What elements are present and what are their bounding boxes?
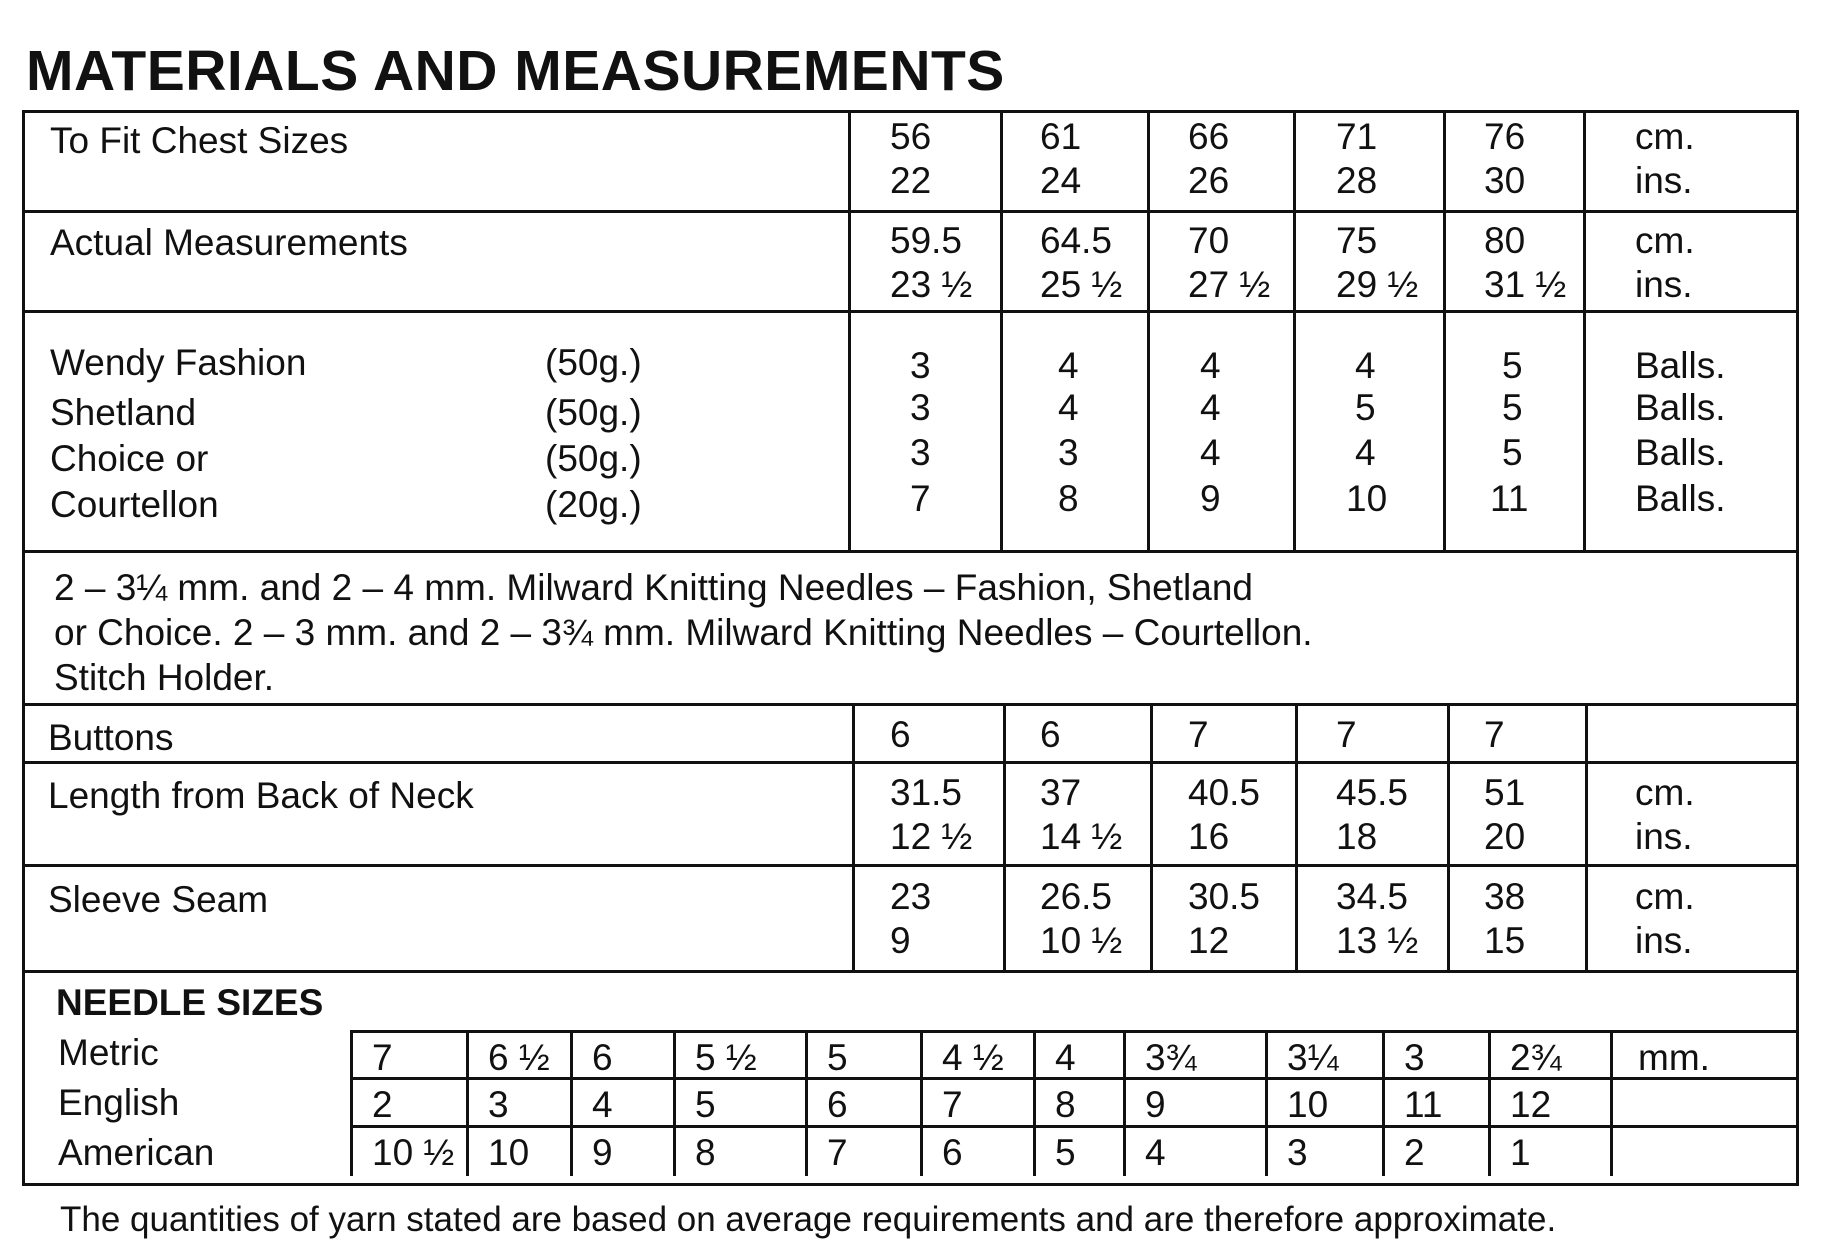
row-divider	[22, 864, 1799, 867]
yarn-value: 5	[1355, 387, 1376, 428]
needle-grid-column-divider	[1610, 1030, 1613, 1176]
length-ins-1: 12 ½	[890, 816, 973, 857]
needle-grid-column-divider	[1488, 1030, 1491, 1176]
needle-size-english-cell: 11	[1404, 1084, 1443, 1125]
needle-grid-column-divider	[805, 1030, 808, 1176]
needle-size-english-cell: 6	[827, 1084, 848, 1125]
needle-size-metric-cell: 4 ½	[942, 1037, 1004, 1078]
column-divider	[1583, 110, 1586, 550]
needle-size-english-cell: 8	[1055, 1084, 1076, 1125]
needle-size-american-cell: 8	[695, 1132, 716, 1173]
needle-size-american-cell: 1	[1510, 1132, 1531, 1173]
length-cm-5: 51	[1484, 772, 1526, 813]
column-divider	[1003, 703, 1006, 970]
yarn-value: 4	[1058, 387, 1079, 428]
actual-cm-5: 80	[1484, 220, 1526, 261]
yarn-value: 10	[1346, 478, 1388, 519]
needle-size-american-cell: 9	[592, 1132, 613, 1173]
needle-metric-unit: mm.	[1638, 1037, 1710, 1078]
yarn-name: Choice or	[50, 438, 209, 479]
actual-unit-cm: cm.	[1635, 220, 1695, 261]
length-cm-3: 40.5	[1188, 772, 1261, 813]
needles-text-line: or Choice. 2 – 3 mm. and 2 – 3¾ mm. Milward Knitting Needles – Courtellon.	[54, 612, 1313, 653]
yarn-value: 5	[1502, 432, 1523, 473]
actual-unit-ins: ins.	[1635, 264, 1693, 305]
column-divider	[1000, 110, 1003, 550]
needle-size-english-cell: 10	[1287, 1084, 1329, 1125]
sleeve-cm-5: 38	[1484, 876, 1526, 917]
chest-cm-1: 56	[890, 116, 932, 157]
needles-text-line: 2 – 3¼ mm. and 2 – 4 mm. Milward Knitting Needles – Fashion, Shetland	[54, 567, 1253, 608]
length-cm-4: 45.5	[1336, 772, 1409, 813]
buttons-value: 7	[1188, 714, 1209, 755]
yarn-value: 4	[1058, 345, 1079, 386]
needle-size-metric-cell: 3	[1404, 1037, 1425, 1078]
column-divider	[1150, 703, 1153, 970]
yarn-unit: Balls.	[1635, 432, 1726, 473]
needle-size-american-cell: 5	[1055, 1132, 1076, 1173]
needle-grid-column-divider	[1265, 1030, 1268, 1176]
length-ins-5: 20	[1484, 816, 1526, 857]
yarn-value: 4	[1200, 345, 1221, 386]
needle-size-metric-cell: 5	[827, 1037, 848, 1078]
sleeve-ins-4: 13 ½	[1336, 920, 1419, 961]
sleeve-ins-3: 12	[1188, 920, 1230, 961]
actual-ins-3: 27 ½	[1188, 264, 1271, 305]
needle-grid-column-divider	[673, 1030, 676, 1176]
needle-size-metric-cell: 3¾	[1145, 1037, 1197, 1078]
needle-grid-column-divider	[1033, 1030, 1036, 1176]
chest-cm-4: 71	[1336, 116, 1378, 157]
needle-grid-column-divider	[920, 1030, 923, 1176]
yarn-value: 4	[1200, 432, 1221, 473]
needle-size-metric-cell: 6	[592, 1037, 613, 1078]
actual-ins-5: 31 ½	[1484, 264, 1567, 305]
needle-grid-column-divider	[350, 1030, 353, 1176]
length-cm-1: 31.5	[890, 772, 963, 813]
needle-size-english-cell: 12	[1510, 1084, 1552, 1125]
yarn-name: Courtellon	[50, 484, 219, 525]
row-divider	[22, 761, 1799, 764]
actual-cm-3: 70	[1188, 220, 1230, 261]
yarn-name: Wendy Fashion	[50, 342, 307, 383]
yarn-value: 3	[910, 432, 931, 473]
row-label-actual: Actual Measurements	[50, 222, 408, 263]
yarn-weight: (50g.)	[545, 438, 642, 479]
column-divider	[1447, 703, 1450, 970]
row-label-length: Length from Back of Neck	[48, 775, 474, 816]
needle-size-metric-cell: 3¼	[1287, 1037, 1339, 1078]
yarn-unit: Balls.	[1635, 387, 1726, 428]
length-cm-2: 37	[1040, 772, 1082, 813]
actual-cm-4: 75	[1336, 220, 1378, 261]
yarn-value: 5	[1502, 345, 1523, 386]
needle-size-english-cell: 5	[695, 1084, 716, 1125]
buttons-value: 6	[1040, 714, 1061, 755]
yarn-value: 3	[1058, 432, 1079, 473]
sleeve-ins-5: 15	[1484, 920, 1526, 961]
needle-size-metric-cell: 6 ½	[488, 1037, 550, 1078]
needle-size-american-cell: 4	[1145, 1132, 1166, 1173]
page-title: MATERIALS AND MEASUREMENTS	[26, 39, 1005, 103]
needle-size-american-cell: 6	[942, 1132, 963, 1173]
actual-cm-2: 64.5	[1040, 220, 1113, 261]
column-divider	[1295, 703, 1298, 970]
actual-ins-2: 25 ½	[1040, 264, 1123, 305]
chest-unit-cm: cm.	[1635, 116, 1695, 157]
needle-size-english-cell: 7	[942, 1084, 963, 1125]
column-divider	[1443, 110, 1446, 550]
chest-ins-3: 26	[1188, 160, 1230, 201]
needle-size-american-cell: 2	[1404, 1132, 1425, 1173]
sleeve-ins-2: 10 ½	[1040, 920, 1123, 961]
row-divider	[22, 703, 1799, 706]
length-unit-cm: cm.	[1635, 772, 1695, 813]
column-divider	[852, 703, 855, 970]
yarn-name: Shetland	[50, 392, 197, 433]
yarn-value: 3	[910, 387, 931, 428]
needle-size-american-cell: 10 ½	[372, 1132, 455, 1173]
yarn-value: 4	[1355, 345, 1376, 386]
yarn-value: 11	[1490, 478, 1529, 519]
needle-size-american-cell: 3	[1287, 1132, 1308, 1173]
yarn-unit: Balls.	[1635, 345, 1726, 386]
length-ins-3: 16	[1188, 816, 1230, 857]
needle-size-american-cell: 7	[827, 1132, 848, 1173]
needle-size-metric-cell: 4	[1055, 1037, 1076, 1078]
row-divider	[22, 210, 1799, 213]
sleeve-unit-cm: cm.	[1635, 876, 1695, 917]
column-divider	[848, 110, 851, 550]
sleeve-unit-ins: ins.	[1635, 920, 1693, 961]
needle-row-label: Metric	[58, 1032, 159, 1073]
chest-ins-1: 22	[890, 160, 932, 201]
length-ins-4: 18	[1336, 816, 1378, 857]
column-divider	[1585, 703, 1588, 970]
actual-ins-1: 23 ½	[890, 264, 973, 305]
needle-size-english-cell: 2	[372, 1084, 393, 1125]
column-divider	[1293, 110, 1296, 550]
needle-size-english-cell: 4	[592, 1084, 613, 1125]
needle-grid-column-divider	[466, 1030, 469, 1176]
yarn-quantity-note: The quantities of yarn stated are based on average requirements and are therefore approximate.	[60, 1200, 1557, 1239]
chest-cm-2: 61	[1040, 116, 1082, 157]
needle-size-english-cell: 9	[1145, 1084, 1166, 1125]
needle-row-label: American	[58, 1132, 215, 1173]
yarn-value: 4	[1200, 387, 1221, 428]
needle-grid-column-divider	[1382, 1030, 1385, 1176]
chest-cm-3: 66	[1188, 116, 1230, 157]
yarn-value: 7	[910, 478, 931, 519]
sleeve-cm-4: 34.5	[1336, 876, 1409, 917]
needle-grid-line	[350, 1030, 1799, 1033]
needle-size-metric-cell: 7	[372, 1037, 393, 1078]
chest-ins-5: 30	[1484, 160, 1526, 201]
actual-ins-4: 29 ½	[1336, 264, 1419, 305]
needle-size-metric-cell: 5 ½	[695, 1037, 757, 1078]
needle-row-label: English	[58, 1082, 180, 1123]
needle-size-english-cell: 3	[488, 1084, 509, 1125]
buttons-value: 6	[890, 714, 911, 755]
needle-sizes-heading: NEEDLE SIZES	[56, 982, 324, 1023]
row-label-chest: To Fit Chest Sizes	[50, 120, 349, 161]
buttons-value: 7	[1336, 714, 1357, 755]
column-divider	[1147, 110, 1150, 550]
yarn-unit: Balls.	[1635, 478, 1726, 519]
yarn-weight: (20g.)	[545, 484, 642, 525]
length-unit-ins: ins.	[1635, 816, 1693, 857]
needle-size-metric-cell: 2¾	[1510, 1037, 1562, 1078]
row-label-sleeve: Sleeve Seam	[48, 879, 269, 920]
yarn-value: 3	[910, 345, 931, 386]
yarn-value: 9	[1200, 478, 1221, 519]
chest-cm-5: 76	[1484, 116, 1526, 157]
needle-size-american-cell: 10	[488, 1132, 530, 1173]
chest-ins-4: 28	[1336, 160, 1378, 201]
sleeve-ins-1: 9	[890, 920, 911, 961]
yarn-value: 8	[1058, 478, 1079, 519]
needles-text-line: Stitch Holder.	[54, 657, 275, 698]
yarn-weight: (50g.)	[545, 342, 642, 383]
row-divider	[22, 310, 1799, 313]
length-ins-2: 14 ½	[1040, 816, 1123, 857]
sleeve-cm-3: 30.5	[1188, 876, 1261, 917]
chest-ins-2: 24	[1040, 160, 1082, 201]
yarn-value: 5	[1502, 387, 1523, 428]
row-divider	[22, 550, 1799, 553]
row-label-buttons: Buttons	[48, 717, 174, 758]
buttons-value: 7	[1484, 714, 1505, 755]
yarn-value: 4	[1355, 432, 1376, 473]
actual-cm-1: 59.5	[890, 220, 963, 261]
yarn-weight: (50g.)	[545, 392, 642, 433]
needle-grid-column-divider	[570, 1030, 573, 1176]
sleeve-cm-1: 23	[890, 876, 932, 917]
needle-grid-column-divider	[1123, 1030, 1126, 1176]
row-divider	[22, 970, 1799, 973]
chest-unit-ins: ins.	[1635, 160, 1693, 201]
sleeve-cm-2: 26.5	[1040, 876, 1113, 917]
